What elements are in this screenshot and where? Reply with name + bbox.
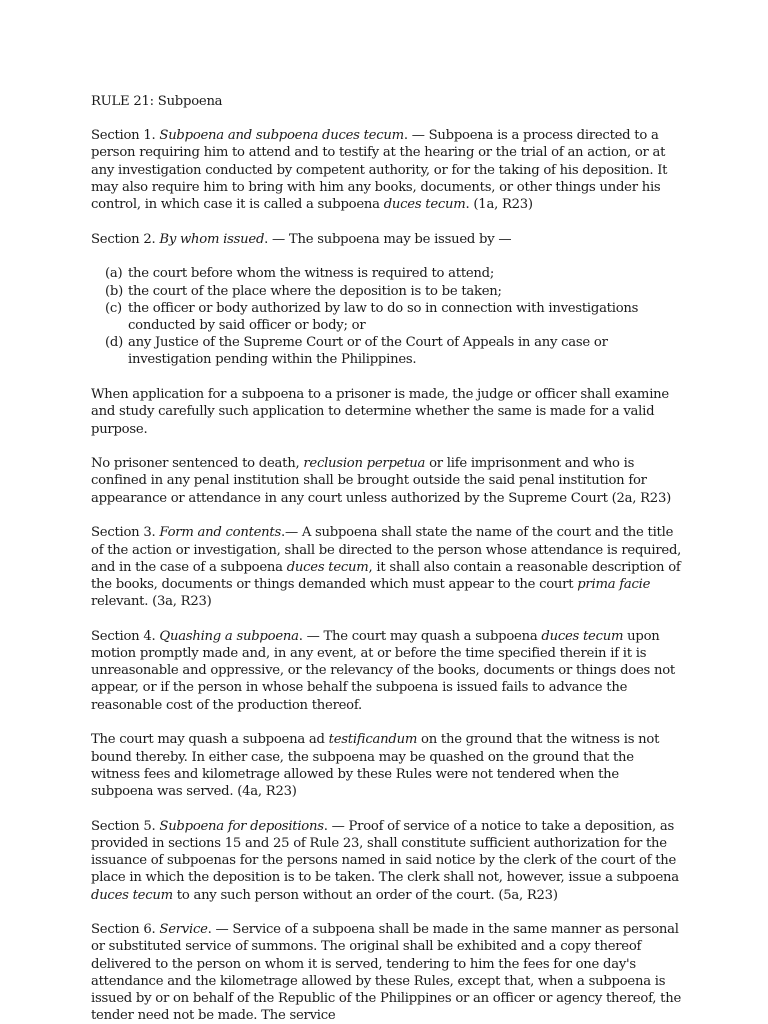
section-1: Section 1. Subpoena and subpoena duces tecum. — Subpoena is a process directed to a person requiring him to attend and to testify at the hearing or the trial of an action, or at any investigation conducted by competent authority, or for the taking of his deposition. It may also require him to bring with him any books, documents, or other things under his control, in which case it is called a subpoena duces tecum. (1a, R23) — [91, 128, 668, 213]
list-item: (d) any Justice of the Supreme Court or of the Court of Appeals in any case or investigation pending within the Philippines. — [105, 335, 608, 368]
section-3: Section 3. Form and contents.— A subpoena shall state the name of the court and the title of the action or investigation, shall be directed to the person whose attendance is required, and in the case of a subpoena duces tecum, it shall also contain a reasonable description of the books, documents or things demanded which must appear to the court prima facie relevant. (3a, R23) — [91, 525, 682, 610]
section-3-heading: Form and contents — [159, 525, 281, 541]
section-1-heading: Subpoena and subpoena duces tecum — [159, 128, 404, 144]
list-item: (a) the court before whom the witness is required to attend; — [105, 266, 495, 282]
section-4-heading: Quashing a subpoena — [159, 628, 299, 644]
list-item: (c) the officer or body authorized by law to do so in connection with investigations conducted by said officer or body; or — [105, 300, 639, 334]
section-2-label: Section 2. — [91, 231, 156, 247]
section-5-label: Section 5. — [91, 818, 156, 834]
section-1-label: Section 1. — [91, 128, 156, 144]
section-2-heading: By whom issued — [159, 231, 265, 247]
section-2-paragraph-3: No prisoner sentenced to death, reclusion perpetua or life imprisonment and who is confined in any penal institution shall be brought outside the said penal institution for appearance or attendance in any court unless authorized by the Supreme Court (2a, R23) — [91, 456, 671, 506]
list-item: (b) the court of the place where the deposition is to be taken; — [105, 283, 502, 299]
section-5: Section 5. Subpoena for depositions. — Proof of service of a notice to take a deposition, as provided in sections 15 and 25 of Rule 23, shall constitute sufficient authorization for the issuance of subpoenas for the persons named in said notice by the clerk of the court of the place in which the deposition is to be taken. The clerk shall not, however, issue a subpoena duces tecum to any such person without an order of the court. (5a, R23) — [91, 818, 679, 903]
section-4: Section 4. Quashing a subpoena. — The court may quash a subpoena duces tecum upon motion promptly made and, in any event, at or before the time specified therein if it is unreasonable and oppressive, or the relevancy of the books, documents or things does not appear, or if the person in whose behalf the subpoena is issued fails to advance the reasonable cost of the production thereof. — [91, 628, 675, 713]
section-4-label: Section 4. — [91, 628, 156, 644]
section-2-paragraph-2: When application for a subpoena to a prisoner is made, the judge or officer shall examine and study carefully such application to determine whether the same is made for a valid purpose. — [91, 387, 669, 437]
section-6-label: Section 6. — [91, 922, 156, 938]
section-3-label: Section 3. — [91, 525, 156, 541]
section-2: Section 2. By whom issued. — The subpoena may be issued by — — [91, 231, 512, 247]
rule-title: RULE 21: Subpoena — [91, 94, 223, 109]
section-4-paragraph-2: The court may quash a subpoena ad testificandum on the ground that the witness is not bound thereby. In either case, the subpoena may be quashed on the ground that the witness fees and kilometrage allowed by these Rules were not tendered when the subpoena was served. (4a, R23) — [91, 732, 660, 799]
issuer-list — [91, 265, 684, 368]
section-5-heading: Subpoena for depositions — [159, 818, 324, 834]
section-6-heading: Service — [159, 922, 208, 938]
section-6: Section 6. Service. — Service of a subpoena shall be made in the same manner as personal or substituted service of summons. The original shall be exhibited and a copy thereof delivered to the person on whom it is served, tendering to him the fees for one day's attendance and the kilometrage allowed by these Rules, except that, when a subpoena is issued by or on behalf of the Republic of the Philippines or an officer or agency thereof, the tender need not be made. The service — [91, 922, 682, 1024]
